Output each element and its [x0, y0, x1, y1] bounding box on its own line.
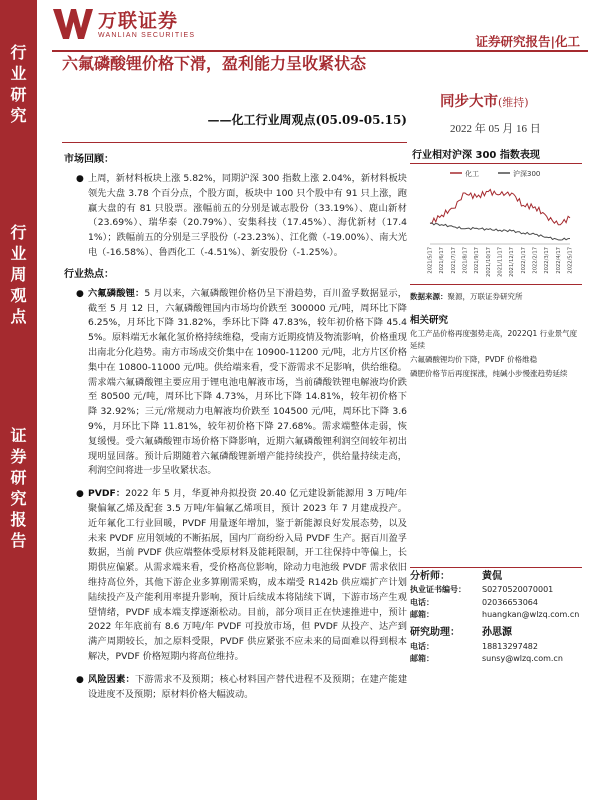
- logo-english-name: WANLIAN SECURITIES: [98, 31, 196, 39]
- hotspot-item-risk: [76, 673, 407, 703]
- assistant-name-row: [410, 624, 582, 641]
- report-subtitle: ——化工行业周观点(05.09-05.15): [207, 113, 407, 127]
- side-tag-industry-research: 行业研究: [10, 43, 27, 125]
- analyst-license-row: 执业证书编号： S0270520070001: [410, 584, 582, 597]
- x-tick-label: 2022/4/17: [555, 247, 562, 274]
- logo-chinese-name: 万联证券: [98, 9, 179, 32]
- assistant-name: 孙思源: [482, 626, 512, 638]
- report-date: 2022 年 05 月 16 日: [450, 123, 541, 135]
- x-tick-label: 2021/7/17: [450, 247, 457, 274]
- hotspot-label: 风险因素：: [88, 673, 135, 685]
- x-tick-label: 2022/1/17: [520, 247, 527, 274]
- assistant-phone-row: 电话： 18813297482: [410, 641, 582, 654]
- related-research-item[interactable]: 六氟磷酸锂均价下降，PVDF 价格维稳: [410, 355, 538, 364]
- analyst-block: [410, 567, 582, 666]
- x-tick-label: 2021/8/17: [462, 247, 469, 274]
- chart-source: [410, 284, 582, 306]
- hotspot-text: 下游需求不及预期；核心材料国产替代进程不及预期；在建产能建设进度不及预期；原材料价格大幅波动。: [88, 673, 408, 700]
- analyst-name: 黄侃: [482, 571, 502, 582]
- chart-source-label: 数据来源：: [410, 292, 448, 301]
- hotspot-label: 六氟磷酸锂：: [88, 287, 145, 299]
- x-tick-label: 2021/6/17: [439, 247, 446, 274]
- industry-hotspot-heading: 行业热点：: [64, 268, 114, 280]
- performance-chart: [410, 166, 582, 284]
- analyst-name-row: [410, 567, 582, 584]
- market-review-text: 上周，新材料板块上涨 5.82%，同期沪深 300 指数上涨 2.04%，新材料板块领先大盘 3.78 个百分点，个股方面，板块中 100 只个股中有 91 只上涨，跑赢大盘的有 81 只股票。涨幅前五的分别是诚志股份（33.19%）、鹿山新材（23.69%）、瑞华泰（20.79%）、安集科技（17.45%）、海优新材（17.41%）；跌幅前五的分别是三孚股份（-23.23%）、江化微（-19.00%）、南大光电（-16.58%）、鲁西化工（-4.51%）、新安股份（-1.25%）。: [88, 173, 407, 258]
- chart-title: 行业相对沪深 300 指数表现: [410, 148, 582, 164]
- x-tick-label: 2021/10/17: [485, 247, 492, 277]
- rating-note: (维持): [498, 96, 529, 109]
- divider-left: [62, 142, 407, 143]
- x-tick-label: 2022/3/17: [544, 247, 551, 274]
- chart-source-text: 聚源，万联证券研究所: [447, 292, 523, 301]
- assistant-role: 研究助理：: [410, 626, 460, 638]
- x-tick-label: 2022/5/17: [567, 247, 574, 274]
- main-content: [62, 148, 407, 702]
- related-research-item[interactable]: 磷肥价格节后再度探涨，纯碱小步慢涨趋势延续: [410, 369, 568, 378]
- hotspot-label: PVDF：: [88, 488, 126, 500]
- x-tick-label: 2022/2/17: [532, 247, 539, 274]
- hotspot-item-lipf6: [76, 287, 407, 479]
- x-tick-label: 2021/11/17: [497, 247, 504, 277]
- side-tag-securities-report: 证券研究报告: [10, 426, 27, 550]
- sidebar-right: [410, 148, 582, 380]
- side-tag-weekly-view: 行业周观点: [10, 223, 27, 326]
- x-tick-label: 2021/12/17: [509, 247, 516, 277]
- related-research-item[interactable]: 化工产品价格再度强势走高，2022Q1 行业景气度延续: [410, 329, 578, 350]
- hotspot-item-pvdf: [76, 487, 407, 665]
- analyst-email[interactable]: huangkan@wlzq.com.cn: [482, 610, 580, 619]
- series-line-hs300: [430, 223, 570, 240]
- report-title: 六氟磷酸锂价格下滑，盈利能力呈收紧状态: [62, 54, 367, 73]
- bullet-icon: ●: [76, 288, 84, 299]
- x-tick-label: 2021/5/17: [427, 247, 434, 274]
- assistant-email[interactable]: sunsy@wlzq.com.cn: [482, 654, 563, 663]
- hotspot-text: 2022 年 5 月，华夏神舟拟投资 20.40 亿元建设新能源用 3 万吨/年聚偏氟乙烯及配套 3.5 万吨/年偏氟乙烯项目，预计 2023 年 7 月建成投产。近年氟化工行业回暖，PVDF 用量逐年增加，鉴于新能源良好发展态势，以及未来 PVDF 应用领域的不断拓展，国内厂商纷纷入局 PVDF 生产。据百川盈孚数据，当前 PVDF 供应端整体受原材料及能耗限制，开工往保持中等偏上，长期供应偏紧。从需求端来看，受价格高位影响，除动力电池级 PVDF 需求依旧维持高位外，其他下游企业多算刚需采购，成本端受 R142b 供应端扩产计划陆续投产及产能利用率提升影响，预计后续成本将陆续下调，下游市场产生观望情绪，PVDF 成本端支撑逐渐松动。目前，部分项目正在快速推进中，预计 2022 年年底前有 8.6 万吨/年 PVDF 可投放市场，但 PVDF 从投产、达产到满产周期较长，加之原料受限，PVDF 供应紧张不应未来的局面难以得到根本解决，PVDF 价格短期内将高位维持。: [88, 488, 407, 662]
- rating-block: [440, 90, 529, 111]
- rating-value: 同步大市: [440, 93, 498, 110]
- market-review-heading: 市场回顾：: [64, 154, 114, 165]
- hotspot-text: 5 月以来，六氟磷酸锂价格仍呈下滑趋势，百川盈孚数据显示，截至 5 月 12 日，六氟磷酸锂国内市场均价跌至 300000 元/吨，周环比下降 6.25%，月环比下降 31.82%，季环比下降 47.83%，较年初价格下降 45.45%。原料端无水氟化氢价格持续维稳，受南方近期疫情及物流影响，价格重现出南北分化趋势。南方市场成交价集中在 10900-11200 元/吨，北方片区价格集中在 10800-11000 元/吨。供给端来看，受下游需求不足影响，供给维稳。需求端六氟磷酸锂主要应用于锂电池电解液市场，当前磷酸铁锂电解液均价跌至 80500 元/吨，周环比下降 4.73%，月环比下降 14.81%，较年初价格下降 32.92%；三元/常规动力电解液均价跌至 104500 元/吨，周环比下降 3.69%，月环比下降 11.81%，较年初价格下降 27.68%。需求端整体走弱，恢复缓慢。受六氟磷酸锂市场价格下降影响，近期六氟磷酸锂利润空间较年初出现明显回落。预计后期随着六氟磷酸锂新增产能持续投产，供给量持续走高，利润空间将进一步呈收紧状态。: [88, 287, 407, 477]
- wanlian-logo-icon: [52, 6, 94, 42]
- related-research-heading: 相关研究: [410, 315, 449, 326]
- analyst-license: S0270520070001: [482, 585, 554, 594]
- performance-chart-svg: [410, 166, 582, 284]
- legend-label: 沪深300: [513, 170, 541, 178]
- bullet-icon: ●: [76, 674, 84, 685]
- analyst-phone: 02036653064: [482, 597, 538, 607]
- market-review-item: [76, 172, 407, 261]
- report-type-label: 证券研究报告|化工: [475, 34, 580, 49]
- series-line-chemical: [430, 190, 570, 225]
- assistant-email-row: 邮箱： sunsy@wlzq.com.cn: [410, 653, 582, 666]
- analyst-role: 分析师：: [410, 571, 450, 582]
- analyst-email-row: 邮箱： huangkan@wlzq.com.cn: [410, 609, 582, 622]
- bullet-icon: ●: [76, 489, 84, 500]
- company-logo: [52, 6, 195, 42]
- analyst-phone-row: 电话： 02036653064: [410, 597, 582, 610]
- bullet-icon: ●: [76, 174, 84, 184]
- assistant-phone: 18813297482: [482, 641, 538, 651]
- legend-label: 化工: [465, 170, 479, 178]
- x-tick-label: 2021/9/17: [474, 247, 481, 274]
